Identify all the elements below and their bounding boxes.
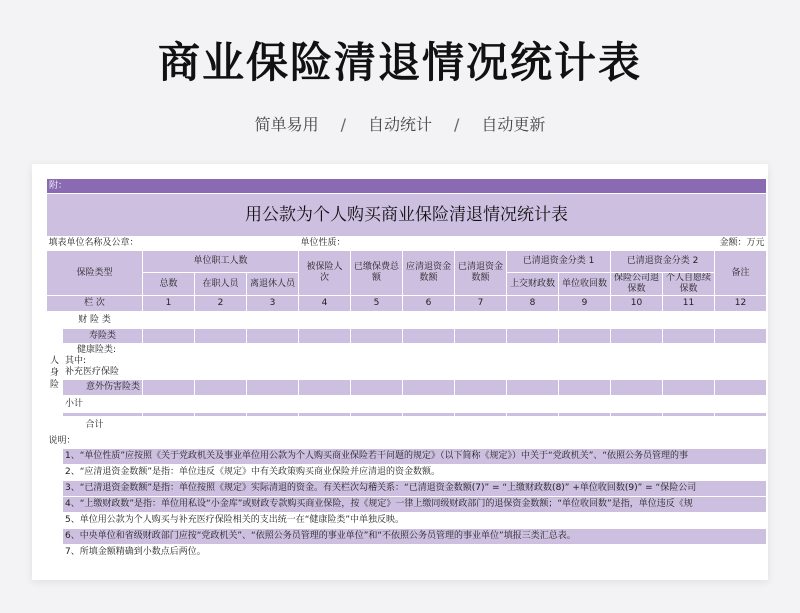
data-cell[interactable] <box>507 344 559 380</box>
data-cell[interactable] <box>611 344 663 380</box>
column-number: 4 <box>299 296 351 312</box>
header-total: 总数 <box>143 273 195 296</box>
note-item: 1、“单位性质”应按照《关于党政机关及事业单位用公款为个人购买商业保险若干问题的规定》（以下简称《规定》）中关于“党政机关”、“依照公务员管理的事 <box>63 449 767 465</box>
data-cell[interactable] <box>611 329 663 344</box>
data-cell[interactable] <box>507 396 559 413</box>
table-row <box>47 329 767 344</box>
note-item: 6、中央单位和省级财政部门应按“党政机关”、“依照公务员管理的事业单位”和“不依照公务员管理的事业单位”填报三类汇总表。 <box>63 529 767 545</box>
supplementary-label: 补充医疗保险 <box>65 367 120 377</box>
data-cell[interactable] <box>143 396 195 413</box>
header-category-2: 已清退资金分类 2 <box>611 251 715 273</box>
data-cell[interactable] <box>715 312 767 329</box>
note-item: 2、“应清退资金数额”是指：单位违反《规定》中有关政策购买商业保险并应清退的资金数额。 <box>63 465 767 481</box>
column-number: 6 <box>403 296 455 312</box>
header-staff-count: 单位职工人数 <box>143 251 299 273</box>
data-cell[interactable] <box>143 344 195 380</box>
amount-unit-label: 金额：万元 <box>611 237 767 251</box>
fu-label: 附： <box>47 179 767 194</box>
data-cell[interactable] <box>247 329 299 344</box>
column-number: 3 <box>247 296 299 312</box>
note-item: 7、所填金额精确到小数点后两位。 <box>63 545 767 561</box>
data-cell[interactable] <box>715 344 767 380</box>
data-cell[interactable] <box>611 312 663 329</box>
data-cell[interactable] <box>455 344 507 380</box>
data-cell[interactable] <box>663 417 715 435</box>
tag-separator: / <box>454 115 460 134</box>
data-cell[interactable] <box>611 380 663 396</box>
data-cell[interactable] <box>195 344 247 380</box>
header-unit-recovered: 单位收回数 <box>559 273 611 296</box>
data-cell[interactable] <box>507 329 559 344</box>
data-cell[interactable] <box>715 417 767 435</box>
column-number: 1 <box>143 296 195 312</box>
data-cell[interactable] <box>247 312 299 329</box>
tag-easy: 简单易用 <box>254 115 319 134</box>
notes-label: 说明： <box>47 435 767 449</box>
row-group-life: 人身险 <box>47 329 63 417</box>
data-cell[interactable] <box>559 344 611 380</box>
data-cell[interactable] <box>507 417 559 435</box>
health-label: 健康险类: <box>77 345 117 355</box>
column-number: 7 <box>455 296 507 312</box>
header-active-staff: 在职人员 <box>195 273 247 296</box>
data-cell[interactable] <box>195 312 247 329</box>
data-cell[interactable] <box>299 396 351 413</box>
tag-auto-update: 自动更新 <box>481 115 546 134</box>
data-cell[interactable] <box>663 344 715 380</box>
tag-auto-stats: 自动统计 <box>367 115 432 134</box>
column-index-label: 栏 次 <box>47 296 143 312</box>
data-cell[interactable] <box>715 380 767 396</box>
data-cell[interactable] <box>351 380 403 396</box>
data-cell[interactable] <box>663 396 715 413</box>
data-cell[interactable] <box>559 380 611 396</box>
data-cell[interactable] <box>351 329 403 344</box>
unit-nature-label: 单位性质： <box>299 237 611 251</box>
column-number: 8 <box>507 296 559 312</box>
page-title: 商业保险清退情况统计表 <box>157 38 642 87</box>
data-cell[interactable] <box>247 344 299 380</box>
header-insurer-refund: 保险公司退保数 <box>611 273 663 296</box>
header-insurance-type: 保险类型 <box>47 251 143 296</box>
table-row <box>47 417 767 435</box>
data-cell[interactable] <box>195 417 247 435</box>
data-cell[interactable] <box>559 329 611 344</box>
column-number: 12 <box>715 296 767 312</box>
data-cell[interactable] <box>351 312 403 329</box>
data-cell[interactable] <box>299 329 351 344</box>
data-cell[interactable] <box>195 380 247 396</box>
spreadsheet-preview <box>32 164 768 580</box>
table-row <box>47 344 767 380</box>
data-cell[interactable] <box>247 417 299 435</box>
data-cell[interactable] <box>351 344 403 380</box>
data-cell[interactable] <box>247 380 299 396</box>
data-cell[interactable] <box>403 417 455 435</box>
data-cell[interactable] <box>507 380 559 396</box>
column-number: 11 <box>663 296 715 312</box>
data-cell[interactable] <box>143 417 195 435</box>
statistics-table <box>46 178 767 561</box>
row-label-life: 寿险类 <box>63 329 143 344</box>
data-cell[interactable] <box>403 396 455 413</box>
column-number-row <box>47 296 767 312</box>
including-label: 其中: <box>65 356 87 366</box>
row-label-total: 合计 <box>47 417 143 435</box>
data-cell[interactable] <box>299 417 351 435</box>
header-finance-paid: 上交财政数 <box>507 273 559 296</box>
header-remark: 备注 <box>715 251 767 296</box>
header-voluntary-renewal: 个人自愿续保数 <box>663 273 715 296</box>
data-cell[interactable] <box>403 312 455 329</box>
data-cell[interactable] <box>143 380 195 396</box>
data-cell[interactable] <box>351 417 403 435</box>
data-cell[interactable] <box>455 380 507 396</box>
note-item: 3、“已清退资金数额”是指：单位按照《规定》实际清退的资金。有关栏次勾稽关系：“已清退资金数额(7)” = “上缴财政数(8)” +单位收回数(9)” = “保险公司 <box>63 481 767 497</box>
header-paid-premium: 已缴保费总额 <box>351 251 403 296</box>
tagline <box>0 112 800 135</box>
data-cell[interactable] <box>663 380 715 396</box>
data-cell[interactable] <box>143 329 195 344</box>
data-cell[interactable] <box>403 344 455 380</box>
data-cell[interactable] <box>351 396 403 413</box>
data-cell[interactable] <box>715 329 767 344</box>
header-category-1: 已清退资金分类 1 <box>507 251 611 273</box>
data-cell[interactable] <box>559 312 611 329</box>
data-cell[interactable] <box>455 329 507 344</box>
column-number: 5 <box>351 296 403 312</box>
tag-separator: / <box>340 115 346 134</box>
data-cell[interactable] <box>195 396 247 413</box>
data-cell[interactable] <box>247 396 299 413</box>
column-number: 2 <box>195 296 247 312</box>
data-cell[interactable] <box>611 396 663 413</box>
header-retired-staff: 离退休人员 <box>247 273 299 296</box>
data-cell[interactable] <box>455 396 507 413</box>
data-cell[interactable] <box>455 312 507 329</box>
table-title: 用公款为个人购买商业保险清退情况统计表 <box>47 194 767 237</box>
table-row <box>47 396 767 413</box>
row-label-property: 财 险 类 <box>47 312 143 329</box>
data-cell[interactable] <box>715 396 767 413</box>
data-cell[interactable] <box>663 312 715 329</box>
data-cell[interactable] <box>663 329 715 344</box>
header-should-refund: 应清退资金数额 <box>403 251 455 296</box>
data-cell[interactable] <box>299 312 351 329</box>
data-cell[interactable] <box>403 380 455 396</box>
data-cell[interactable] <box>143 312 195 329</box>
data-cell[interactable] <box>299 380 351 396</box>
column-number: 10 <box>611 296 663 312</box>
column-number: 9 <box>559 296 611 312</box>
header-insured: 被保险人 次 <box>299 251 351 296</box>
data-cell[interactable] <box>559 396 611 413</box>
row-label-health <box>63 344 143 380</box>
note-item: 5、单位用公款为个人购买与补充医疗保险相关的支出统一在“健康险类”中单独反映。 <box>63 513 767 529</box>
row-label-accident: 意外伤害险类 <box>63 380 143 396</box>
header-refunded: 已清退资金数额 <box>455 251 507 296</box>
data-cell[interactable] <box>299 344 351 380</box>
data-cell[interactable] <box>507 312 559 329</box>
row-label-subtotal: 小计 <box>63 396 143 413</box>
table-row <box>47 312 767 329</box>
data-cell[interactable] <box>455 417 507 435</box>
note-item: 4、“上缴财政数”是指：单位用私设“小金库”或财政专款购买商业保险，按《规定》一律上缴同级财政部门的退保资金数额；“单位收回数”是指，单位违反《规 <box>63 497 767 513</box>
table-row <box>47 380 767 396</box>
data-cell[interactable] <box>403 329 455 344</box>
data-cell[interactable] <box>195 329 247 344</box>
unit-name-label: 填表单位名称及公章： <box>47 237 299 251</box>
data-cell[interactable] <box>559 417 611 435</box>
data-cell[interactable] <box>611 417 663 435</box>
